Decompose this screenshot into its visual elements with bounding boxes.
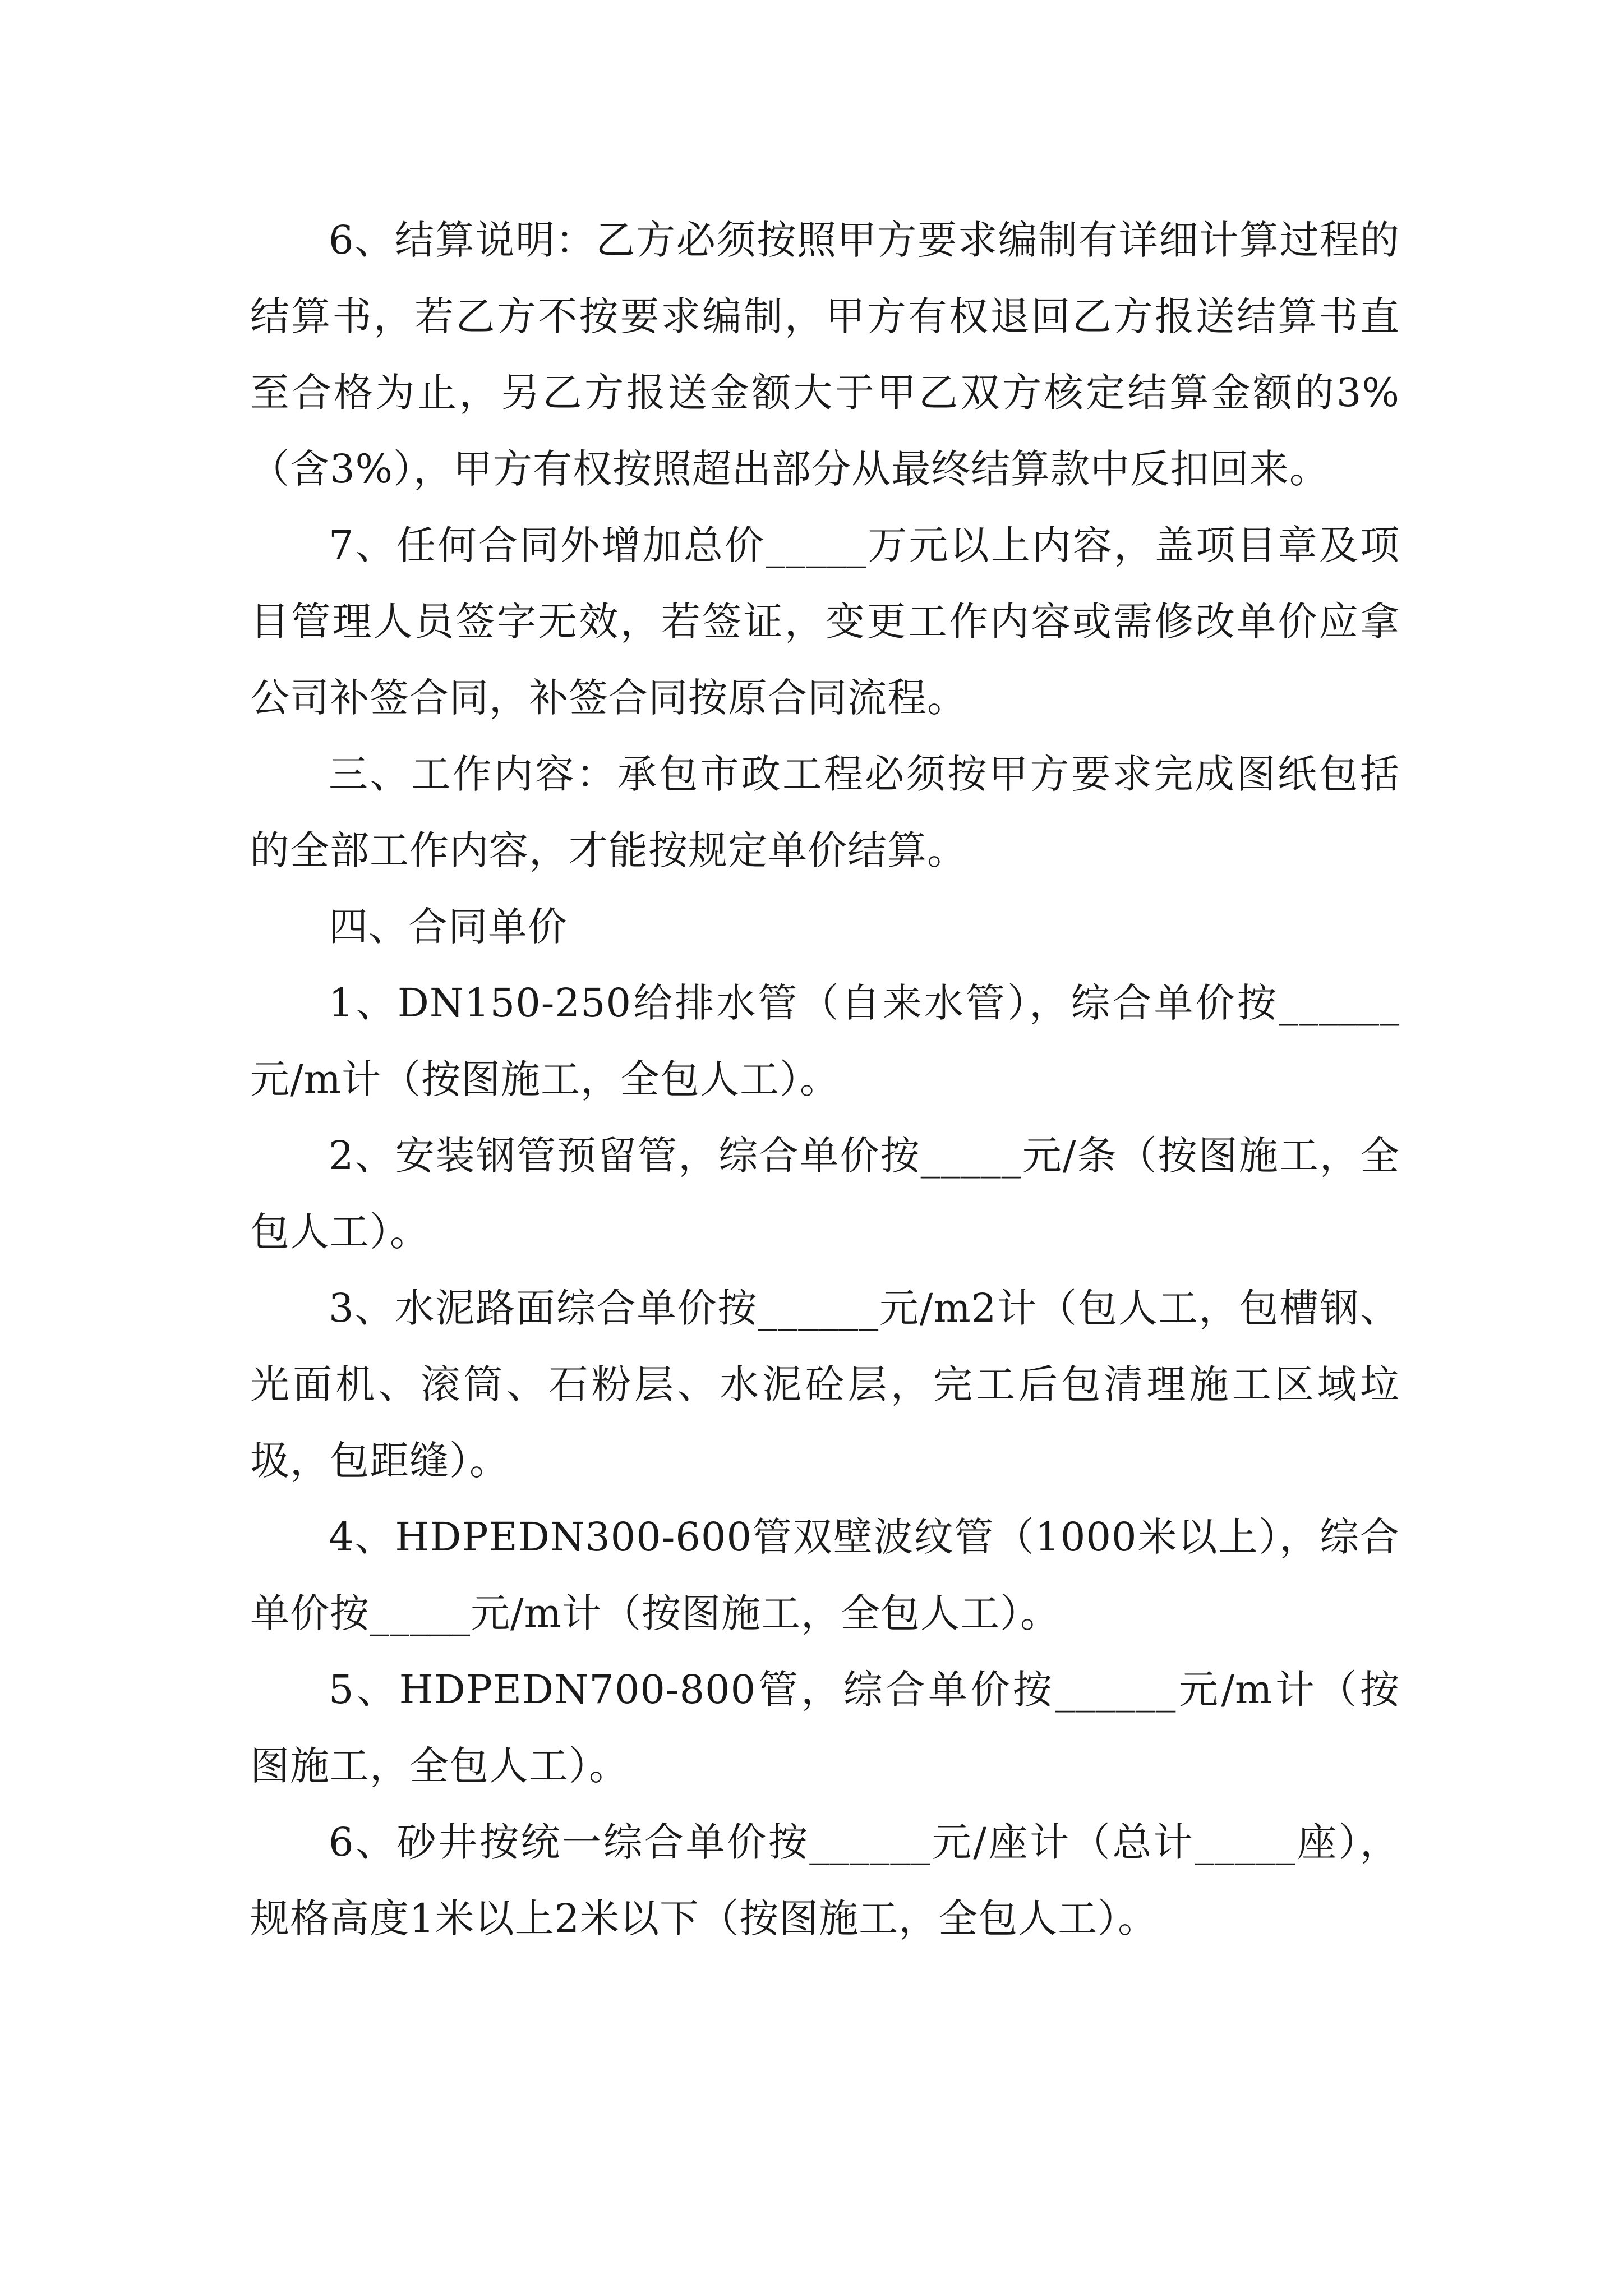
paragraph-item-2: 2、安装钢管预留管，综合单价按_____元/条（按图施工，全包人工）。 xyxy=(250,1133,1400,1255)
paragraph-extra-work: 7、任何合同外增加总价_____万元以上内容，盖项目章及项目管理人员签字无效，若签证，变更工作内容或需修改单价应拿公司补签合同，补签合同按原合同流程。 xyxy=(250,522,1400,721)
paragraph-item-6: 6、砂井按统一综合单价按______元/座计（总计_____座），规格高度1米以上2米以下（按图施工，全包人工）。 xyxy=(250,1819,1400,1941)
paragraph-item-3: 3、水泥路面综合单价按______元/m2计（包人工，包槽钢、光面机、滚筒、石粉层、水泥砼层，完工后包清理施工区域垃圾，包距缝）。 xyxy=(250,1285,1400,1484)
paragraph-settlement-note: 6、结算说明：乙方必须按照甲方要求编制有详细计算过程的结算书，若乙方不按要求编制，甲方有权退回乙方报送结算书直至合格为止，另乙方报送金额大于甲乙双方核定结算金额的3%（含3%），甲方有权按照超出部分从最终结算款中反扣回来。 xyxy=(250,217,1400,492)
paragraph-item-5: 5、HDPEDN700-800管，综合单价按______元/m计（按图施工，全包人工）。 xyxy=(250,1667,1400,1789)
document-page xyxy=(250,202,1400,1957)
paragraph-item-1: 1、DN150-250给排水管（自来水管），综合单价按______元/m计（按图施工，全包人工）。 xyxy=(250,980,1400,1102)
paragraph-item-4: 4、HDPEDN300-600管双壁波纹管（1000米以上），综合单价按_____元/m计（按图施工，全包人工）。 xyxy=(250,1514,1400,1636)
paragraph-work-content: 三、工作内容：承包市政工程必须按甲方要求完成图纸包括的全部工作内容，才能按规定单价结算。 xyxy=(250,751,1400,873)
section-heading-unit-price: 四、合同单价 xyxy=(329,904,568,950)
